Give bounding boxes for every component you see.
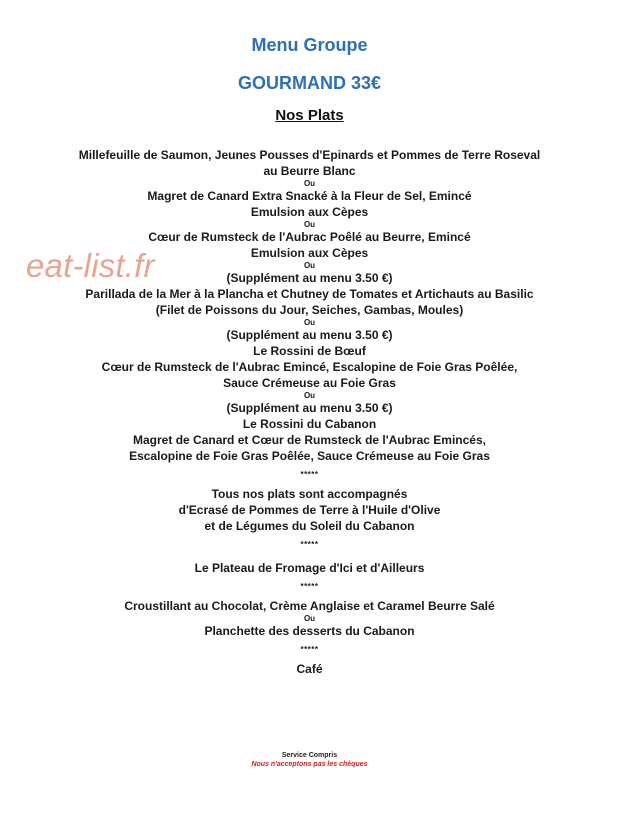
star-separator: *****: [300, 540, 319, 549]
dish-line: Emulsion aux Cèpes: [250, 246, 369, 260]
or-separator: Ou: [303, 318, 316, 327]
supplement-line: (Supplément au menu 3.50 €): [226, 401, 393, 415]
star-separator: *****: [300, 645, 319, 654]
dish-line: Café: [296, 662, 323, 676]
watermark: eat-list.fr: [26, 247, 155, 284]
dish-line: et de Légumes du Soleil du Cabanon: [204, 519, 415, 533]
menu-price-title: GOURMAND 33€: [237, 73, 382, 93]
menu-title: Menu Groupe: [251, 35, 368, 55]
dish-line: Tous nos plats sont accompagnés: [211, 487, 408, 501]
dish-line: Le Plateau de Fromage d'Ici et d'Ailleurs: [194, 561, 425, 575]
menu-body: [0, 147, 619, 677]
dish-line: Cœur de Rumsteck de l'Aubrac Emincé, Escalopine de Foie Gras Poêlée,: [101, 360, 518, 374]
or-separator: Ou: [303, 261, 316, 270]
dish-line: (Filet de Poissons du Jour, Seiches, Gambas, Moules): [155, 303, 464, 317]
or-separator: Ou: [303, 391, 316, 400]
service-note: Service Compris: [281, 752, 338, 759]
dish-line: Croustillant au Chocolat, Crème Anglaise et Caramel Beurre Salé: [124, 599, 495, 613]
or-separator: Ou: [303, 220, 316, 229]
supplement-line: (Supplément au menu 3.50 €): [226, 328, 393, 342]
section-heading: [0, 107, 619, 124]
dish-line: Cœur de Rumsteck de l'Aubrac Poêlé au Beurre, Emincé: [148, 230, 471, 244]
or-separator: Ou: [303, 179, 316, 188]
dish-line: Emulsion aux Cèpes: [250, 205, 369, 219]
supplement-line: (Supplément au menu 3.50 €): [226, 271, 393, 285]
star-separator: *****: [300, 582, 319, 591]
dish-line: Le Rossini de Bœuf: [253, 344, 366, 358]
dish-line: d'Ecrasé de Pommes de Terre à l'Huile d'Olive: [178, 503, 441, 517]
dish-line: Parillada de la Mer à la Plancha et Chutney de Tomates et Artichauts au Basilic: [85, 287, 534, 301]
dish-line: Sauce Crémeuse au Foie Gras: [223, 376, 396, 390]
dish-line: Le Rossini du Cabanon: [242, 417, 377, 431]
dish-line: Magret de Canard et Cœur de Rumsteck de l'Aubrac Emincés,: [133, 433, 486, 447]
section-heading-text: Nos Plats: [275, 107, 344, 124]
dish-line: Escalopine de Foie Gras Poêlée, Sauce Crémeuse au Foie Gras: [129, 449, 490, 463]
star-separator: *****: [300, 470, 319, 479]
dish-line: Planchette des desserts du Cabanon: [204, 624, 415, 638]
dish-line: au Beurre Blanc: [263, 164, 356, 178]
dish-line: Magret de Canard Extra Snacké à la Fleur de Sel, Emincé: [147, 189, 472, 203]
dish-line: Millefeuille de Saumon, Jeunes Pousses d'Epinards et Pommes de Terre Roseval: [78, 148, 541, 162]
or-separator: Ou: [303, 614, 316, 623]
cheques-note: Nous n'acceptons pas les chèques: [251, 761, 368, 768]
